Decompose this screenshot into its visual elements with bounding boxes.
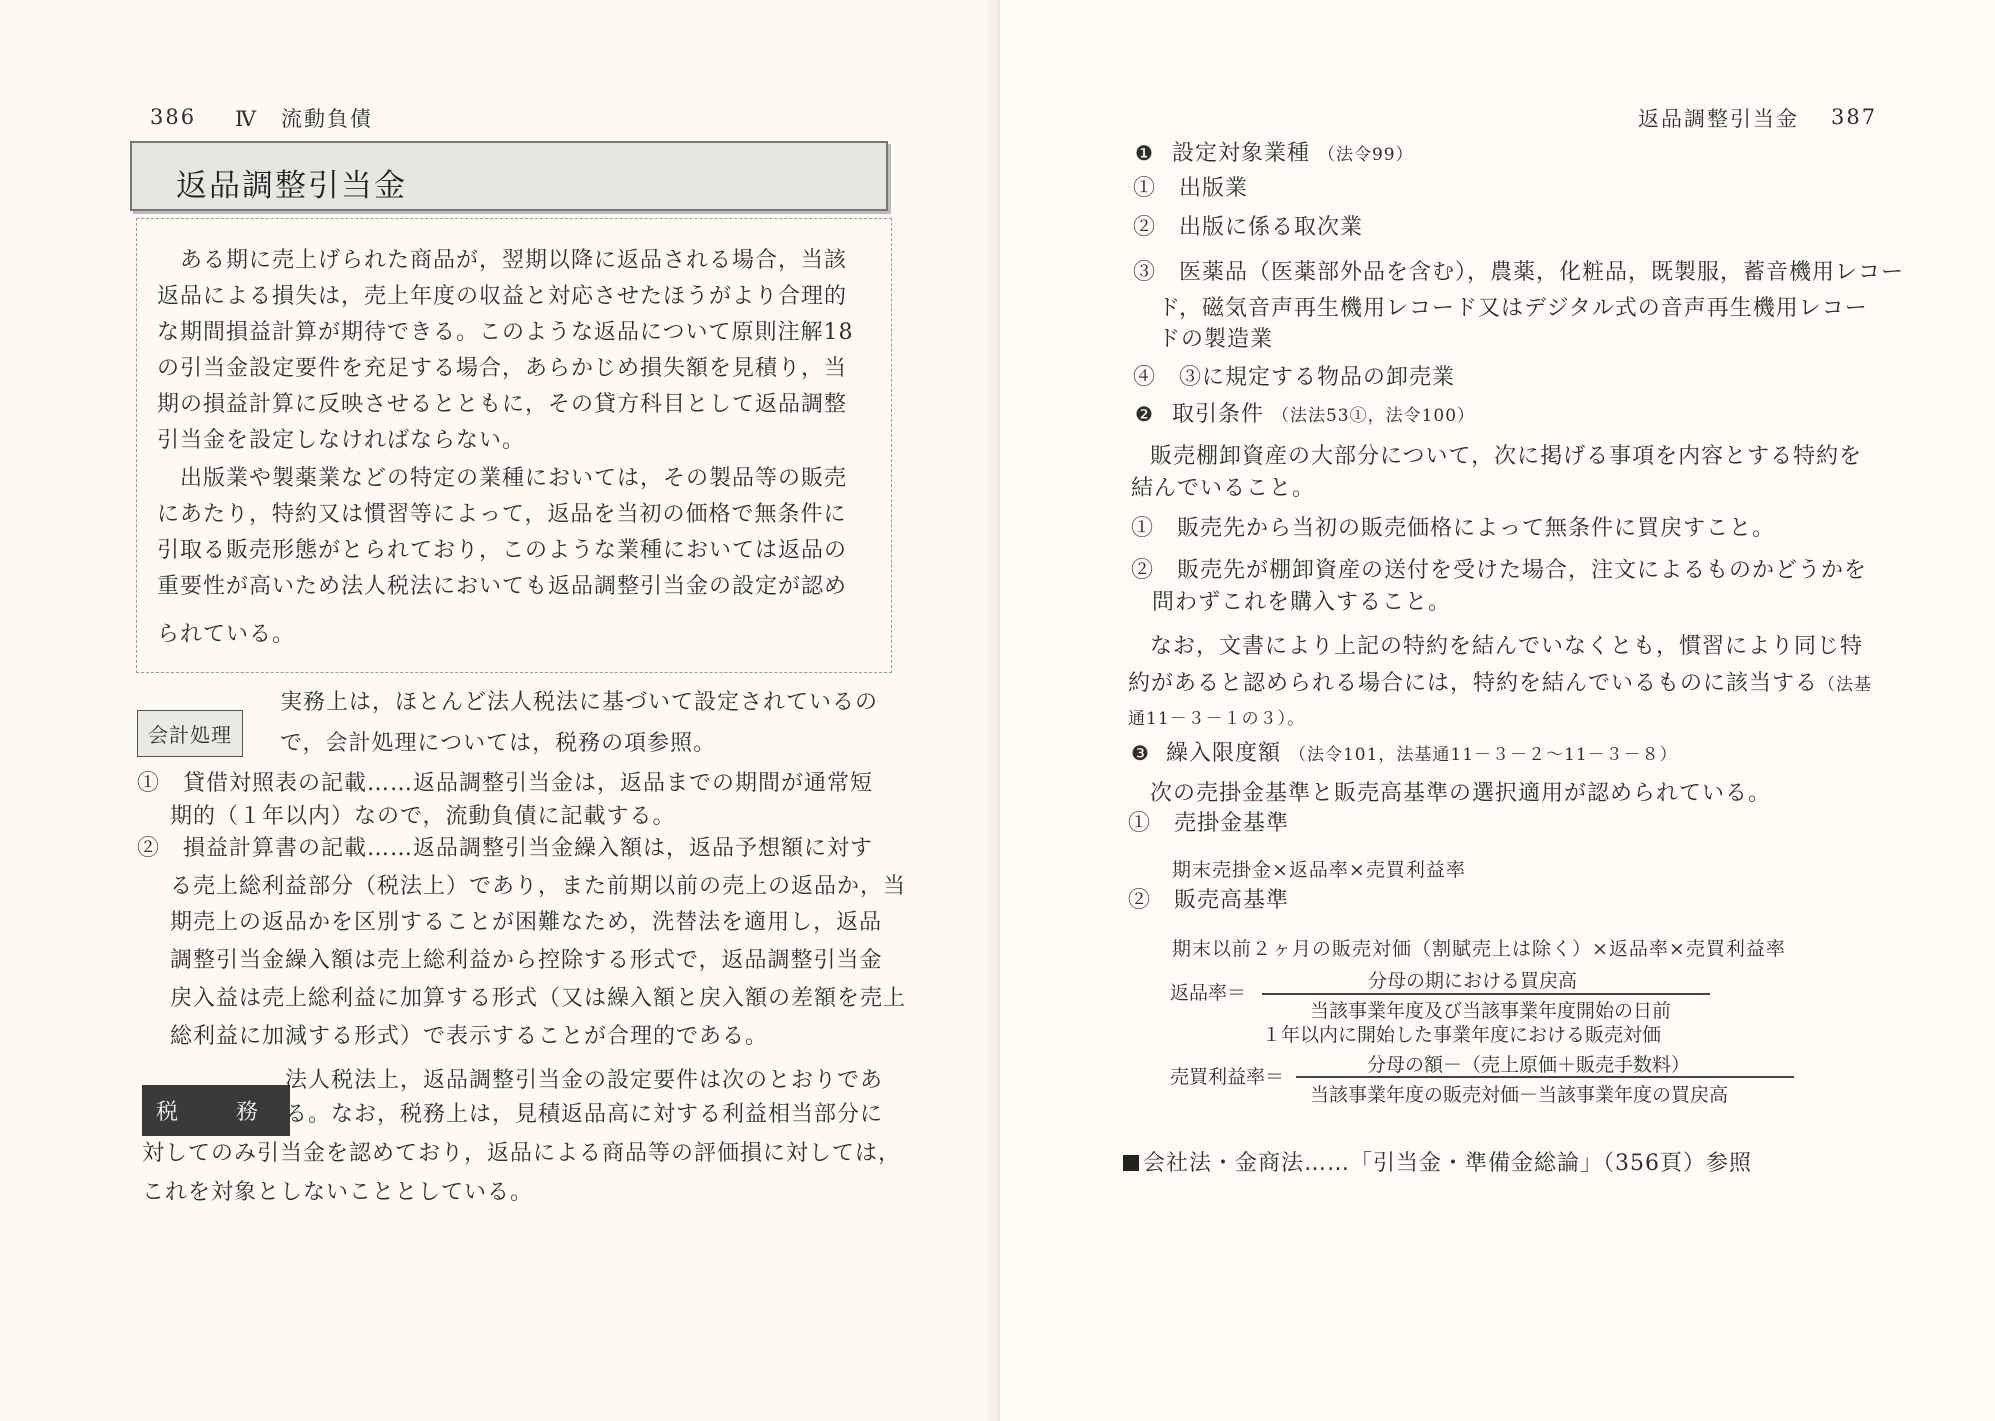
section3-item1-formula: 期末売掛金×返品率×売買利益率 [1172, 859, 1466, 881]
section3-intro: 次の売掛金基準と販売高基準の選択適用が認められている。 [1150, 781, 1772, 806]
margin-numerator: 分母の額－（売上原価＋販売手数料） [1367, 1054, 1691, 1076]
section3-heading [1131, 743, 1678, 765]
section1-item: ① 出版業 [1133, 176, 1249, 201]
tax-label: 税 務 [142, 1085, 290, 1136]
section1-item: ② 出版に係る取次業 [1133, 215, 1364, 240]
accounting-line: 実務上は，ほとんど法人税法に基づいて設定されているの [280, 690, 879, 715]
intro-line: 返品による損失は，売上年度の収益と対応させたほうがより合理的 [157, 284, 848, 309]
accounting-line: で，会計処理については，税務の項参照。 [280, 731, 717, 756]
section3-item2-title: ② 販売高基準 [1128, 888, 1290, 913]
intro-line: られている。 [157, 622, 296, 647]
section2-line: ② 販売先が棚卸資産の送付を受けた場合，注文によるものかどうかを [1131, 558, 1868, 583]
margin-label: 売買利益率＝ [1170, 1066, 1285, 1088]
right-page-number: 387 [1831, 105, 1878, 129]
section2-line: 通11－３－１の３）。 [1128, 709, 1306, 729]
intro-line: にあたり，特約又は慣習等によって，返品を当初の価格で無条件に [157, 502, 847, 527]
section-title-box [130, 141, 888, 211]
section2-text: 約があると認められる場合には，特約を結んでいるものに該当する [1128, 671, 1819, 696]
section1-heading [1135, 143, 1414, 165]
section2-heading [1135, 404, 1475, 426]
accounting-label: 会計処理 [137, 710, 243, 757]
accounting-line: 調整引当金繰入額は売上総利益から控除する形式で，返品調整引当金 [170, 948, 883, 973]
return-rate-denominator-1: 当該事業年度及び当該事業年度開始の日前 [1310, 1000, 1672, 1022]
section1-ref: （法令99） [1317, 145, 1414, 165]
section2-ref-open: （法基 [1818, 675, 1873, 695]
section2-line [1128, 673, 1872, 695]
section1-item: ④ ③に規定する物品の卸売業 [1133, 365, 1456, 390]
tax-line: る。なお，税務上は，見積返品高に対する利益相当部分に [285, 1102, 884, 1127]
intro-line: 引当金を設定しなければならない。 [157, 428, 526, 453]
intro-line: の引当金設定要件を充足する場合，あらかじめ損失額を見積り，当 [157, 356, 848, 381]
accounting-line: 総利益に加減する形式）で表示することが合理的である。 [170, 1024, 769, 1049]
return-rate-denominator-2: １年以内に開始した事業年度における販売対価 [1262, 1024, 1662, 1046]
return-rate-fraction-bar [1262, 993, 1710, 995]
accounting-line: ① 貸借対照表の記載……返品調整引当金は，返品までの期間が通常短 [137, 771, 874, 796]
section3-item2-formula: 期末以前２ヶ月の販売対価（割賦売上は除く）×返品率×売買利益率 [1172, 938, 1786, 960]
section1-marker: ❶ [1135, 141, 1154, 165]
accounting-line: 期売上の返品かを区別することが困難なため，洗替法を適用し，返品 [170, 910, 883, 935]
section3-title: 繰入限度額 [1165, 741, 1281, 766]
footer-label: 会社法・金商法…… [1143, 1151, 1351, 1176]
section3-ref: （法令101，法基通11－３－２～11－３－８） [1288, 745, 1678, 765]
footer-text: 「引当金・準備金総論」（356頁）参照 [1350, 1151, 1753, 1176]
return-rate-label: 返品率＝ [1170, 982, 1247, 1004]
square-bullet-icon [1123, 1155, 1139, 1171]
section2-line: なお，文書により上記の特約を結んでいなくとも，慣習により同じ特 [1150, 634, 1864, 659]
right-page [1000, 0, 1995, 1421]
return-rate-numerator: 分母の期における買戻高 [1368, 970, 1578, 992]
accounting-line: 戻入益は売上総利益に加算する形式（又は繰入額と戻入額の差額を売上 [170, 986, 907, 1011]
section1-title: 設定対象業種 [1171, 141, 1310, 166]
tax-line: 法人税法上，返品調整引当金の設定要件は次のとおりであ [285, 1068, 884, 1093]
section-title: 返品調整引当金 [176, 168, 407, 204]
section2-title: 取引条件 [1171, 402, 1264, 427]
section2-line: 販売棚卸資産の大部分について，次に掲げる事項を内容とする特約を [1150, 444, 1863, 469]
section2-line: 問わずこれを購入すること。 [1152, 590, 1452, 615]
intro-line: ある期に売上げられた商品が，翌期以降に返品される場合，当該 [180, 248, 848, 273]
accounting-line: ② 損益計算書の記載……返品調整引当金繰入額は，返品予想額に対す [137, 836, 874, 861]
accounting-line: る売上総利益部分（税法上）であり，また前期以前の売上の返品か，当 [170, 874, 907, 899]
margin-denominator: 当該事業年度の販売対価－当該事業年度の買戻高 [1310, 1084, 1729, 1106]
section1-item: ド，磁気音声再生機用レコード又はデジタル式の音声再生機用レコー [1158, 296, 1868, 321]
running-head: 返品調整引当金 [1638, 107, 1799, 131]
footer-reference [1123, 1153, 1752, 1175]
section3-marker: ❸ [1131, 741, 1150, 765]
tax-line: 対してのみ引当金を認めており，返品による商品等の評価損に対しては， [142, 1141, 902, 1166]
tax-line: これを対象としないこととしている。 [142, 1180, 534, 1205]
intro-line: 出版業や製薬業などの特定の業種においては，その製品等の販売 [180, 466, 848, 491]
intro-line: 重要性が高いため法人税法においても返品調整引当金の設定が認め [157, 574, 848, 599]
intro-line: な期間損益計算が期待できる。このような返品について原則注解18 [157, 320, 854, 345]
section1-item: ドの製造業 [1158, 327, 1274, 352]
left-page-number: 386 [150, 105, 197, 129]
accounting-line: 期的（１年以内）なので，流動負債に記載する。 [170, 804, 676, 829]
section2-line: ① 販売先から当初の販売価格によって無条件に買戻すこと。 [1131, 516, 1776, 541]
intro-line: 期の損益計算に反映させるとともに，その貸方科目として返品調整 [157, 392, 848, 417]
section1-item: ③ 医薬品（医薬部外品を含む），農薬，化粧品，既製服，蓄音機用レコー [1133, 260, 1905, 285]
section3-item1-title: ① 売掛金基準 [1128, 811, 1290, 836]
left-chapter-heading: Ⅳ 流動負債 [235, 107, 373, 131]
section2-line: 結んでいること。 [1131, 476, 1316, 501]
margin-fraction-bar [1296, 1076, 1794, 1078]
section2-ref: （法法53①，法令100） [1271, 406, 1476, 426]
intro-line: 引取る販売形態がとられており，このような業種においては返品の [157, 538, 848, 563]
section2-marker: ❷ [1135, 402, 1154, 426]
